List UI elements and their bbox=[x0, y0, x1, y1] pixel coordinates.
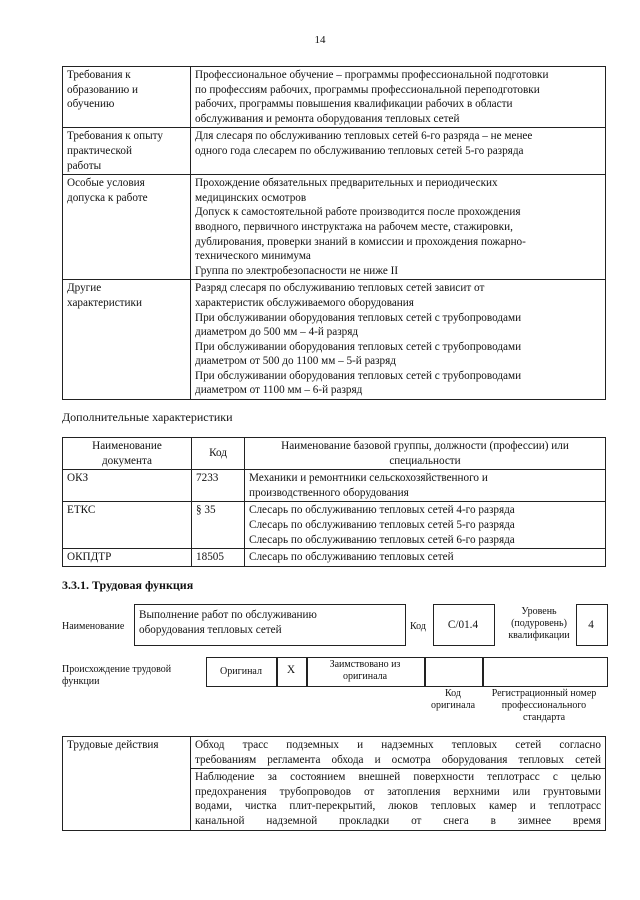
text-line: Обход трасс подземных и надземных тепловых сетей согласно bbox=[195, 739, 601, 751]
text-line: Выполнение работ по обслуживанию bbox=[139, 609, 317, 621]
text-line: Уровень bbox=[521, 606, 557, 617]
text-line: водами, чистка плит-перекрытий, люков тепловых камер и теплотрасс bbox=[195, 800, 601, 813]
text-line: При обслуживании оборудования тепловых сетей с трубопроводами bbox=[195, 340, 522, 353]
requirement-label bbox=[63, 280, 191, 400]
text-line: медицинских осмотров bbox=[195, 191, 307, 204]
text-line: Происхождение трудовой bbox=[62, 664, 172, 675]
origin-code-box bbox=[424, 657, 484, 687]
text-line: Прохождение обязательных предварительных и периодических bbox=[195, 177, 498, 190]
qualification-level-value: 4 bbox=[588, 619, 594, 631]
code-label: Код bbox=[410, 621, 426, 632]
table-row bbox=[63, 549, 606, 567]
text-line: допуска к работе bbox=[67, 191, 148, 204]
text-line: Для слесаря по обслуживанию тепловых сетей 6-го разряда – не менее bbox=[195, 130, 533, 143]
text-line: При обслуживании оборудования тепловых сетей с трубопроводами bbox=[195, 369, 522, 382]
requirement-label bbox=[63, 67, 191, 128]
text-line: дублирования, проверки знаний в комиссии и прохождения пожарно- bbox=[195, 235, 526, 248]
additional-characteristics-table bbox=[62, 437, 606, 567]
requirements-table bbox=[62, 66, 606, 400]
text-line: диаметром до 500 мм – 4-й разряд bbox=[195, 326, 359, 339]
header-name bbox=[245, 438, 606, 470]
requirement-value bbox=[191, 67, 606, 128]
text-line: оригинала bbox=[342, 671, 388, 682]
name-cell bbox=[245, 502, 606, 549]
function-code-value: C/01.4 bbox=[447, 619, 479, 631]
section-title: 3.3.1. Трудовая функция bbox=[62, 578, 194, 592]
text-line: документа bbox=[101, 454, 153, 467]
function-name-value bbox=[139, 608, 317, 637]
text-line: Слесарь по обслуживанию тепловых сетей 6-го разряда bbox=[249, 533, 515, 546]
text-line: Требования к bbox=[67, 69, 131, 81]
origin-mark: X bbox=[286, 664, 296, 676]
table-row bbox=[63, 502, 606, 549]
text-line: стандарта bbox=[522, 712, 566, 723]
text-line: диаметром от 1100 мм – 6-й разряд bbox=[195, 384, 363, 397]
text-line: характеристики bbox=[67, 296, 142, 309]
header-code bbox=[192, 438, 245, 470]
table-row bbox=[63, 470, 606, 502]
qualification-level-label bbox=[502, 606, 576, 642]
additional-characteristics-title: Дополнительные характеристики bbox=[62, 410, 233, 424]
text-line: Заимствовано из bbox=[329, 659, 401, 670]
origin-reg-box bbox=[482, 657, 608, 687]
text-line: производственного оборудования bbox=[249, 486, 409, 499]
name-cell bbox=[245, 549, 606, 567]
text-line: Наименование базовой группы, должности (профессии) или bbox=[281, 440, 569, 452]
text-line: Разряд слесаря по обслуживанию тепловых сетей зависит от bbox=[195, 282, 485, 295]
labor-action-text bbox=[191, 737, 606, 769]
requirement-value bbox=[191, 128, 606, 175]
origin-label bbox=[62, 664, 171, 688]
text-line: (подуровень) bbox=[511, 618, 567, 629]
text-line: При обслуживании оборудования тепловых сетей с трубопроводами bbox=[195, 311, 522, 324]
requirement-row bbox=[63, 128, 606, 175]
text-line: канальной надземной прокладки от снега в зимнее время bbox=[195, 814, 601, 827]
text-line: Слесарь по обслуживанию тепловых сетей bbox=[249, 551, 454, 564]
text-line: квалификации bbox=[508, 630, 570, 641]
code-cell: 7233 bbox=[192, 470, 245, 502]
requirement-label bbox=[63, 128, 191, 175]
text-line: работы bbox=[67, 159, 102, 172]
name-cell bbox=[245, 470, 606, 502]
requirement-value bbox=[191, 280, 606, 400]
text-line: Другие bbox=[67, 282, 102, 295]
text-line: рабочих, программы повышения квалификации рабочих в области bbox=[195, 98, 513, 111]
text-line: Требования к опыту bbox=[67, 130, 163, 143]
origin-original-text: Оригинал bbox=[220, 666, 262, 677]
text-line: технического минимума bbox=[195, 250, 311, 263]
requirement-row bbox=[63, 175, 606, 280]
code-cell: § 35 bbox=[192, 502, 245, 549]
text-line: Особые условия bbox=[67, 177, 145, 190]
text-line: одного года слесарем по обслуживанию тепловых сетей 5-го разряда bbox=[195, 144, 524, 157]
origin-borrowed-text bbox=[306, 659, 424, 683]
code-cell: 18505 bbox=[192, 549, 245, 567]
table-header-row bbox=[63, 438, 606, 470]
text-line: требованиям регламента обхода и осмотра оборудования тепловых сетей bbox=[195, 753, 601, 766]
text-line: обучению bbox=[67, 98, 115, 111]
text-line: Профессиональное обучение – программы профессиональной подготовки bbox=[195, 69, 549, 81]
text-line: образованию и bbox=[67, 83, 139, 96]
labor-action-row bbox=[63, 737, 606, 769]
text-line: диаметром от 500 до 1100 мм – 5-й разряд bbox=[195, 355, 396, 368]
text-line: Код bbox=[209, 447, 227, 460]
text-line: Механики и ремонтники сельскохозяйственного и bbox=[249, 472, 488, 485]
text-line: Код bbox=[445, 688, 461, 699]
text-line: характеристик обслуживаемого оборудования bbox=[195, 296, 414, 309]
text-line: функции bbox=[62, 676, 100, 687]
text-line: Группа по электробезопасности не ниже II bbox=[195, 264, 399, 277]
text-line: Наблюдение за состоянием внешней поверхности теплотрасс с целью bbox=[195, 771, 601, 784]
labor-action-text bbox=[191, 769, 606, 830]
text-line: оборудования тепловых сетей bbox=[139, 623, 282, 636]
document-cell: ОКЗ bbox=[63, 470, 192, 502]
text-line: практической bbox=[67, 144, 132, 157]
text-line: по профессиям рабочих, программы профессиональной переподготовки bbox=[195, 83, 540, 96]
labor-actions-table bbox=[62, 736, 606, 831]
text-line: обслуживания и ремонта оборудования тепловых сетей bbox=[195, 112, 460, 125]
document-cell: ЕТКС bbox=[63, 502, 192, 549]
requirement-label bbox=[63, 175, 191, 280]
name-label: Наименование bbox=[62, 621, 125, 632]
origin-code-caption bbox=[424, 688, 482, 712]
document-cell: ОКПДТР bbox=[63, 549, 192, 567]
origin-reg-caption bbox=[482, 688, 606, 724]
labor-actions-label: Трудовые действия bbox=[63, 737, 191, 831]
text-line: Наименование bbox=[92, 440, 162, 452]
requirement-row bbox=[63, 67, 606, 128]
text-line: оригинала bbox=[430, 700, 476, 711]
text-line: Регистрационный номер bbox=[491, 688, 597, 699]
text-line: профессионального bbox=[501, 700, 587, 711]
text-line: Слесарь по обслуживанию тепловых сетей 5-го разряда bbox=[249, 518, 515, 531]
requirement-value bbox=[191, 175, 606, 280]
text-line: вводного, первичного инструктажа на рабочем месте, стажировки, bbox=[195, 220, 513, 233]
header-document bbox=[63, 438, 192, 470]
page-number: 14 bbox=[314, 34, 326, 46]
text-line: специальности bbox=[389, 454, 461, 467]
text-line: Допуск к самостоятельной работе производится после прохождения bbox=[195, 206, 521, 219]
text-line: Слесарь по обслуживанию тепловых сетей 4-го разряда bbox=[249, 504, 515, 517]
text-line: предохранения трубопроводов от затопления верхними или грунтовыми bbox=[195, 785, 601, 798]
requirement-row bbox=[63, 280, 606, 400]
